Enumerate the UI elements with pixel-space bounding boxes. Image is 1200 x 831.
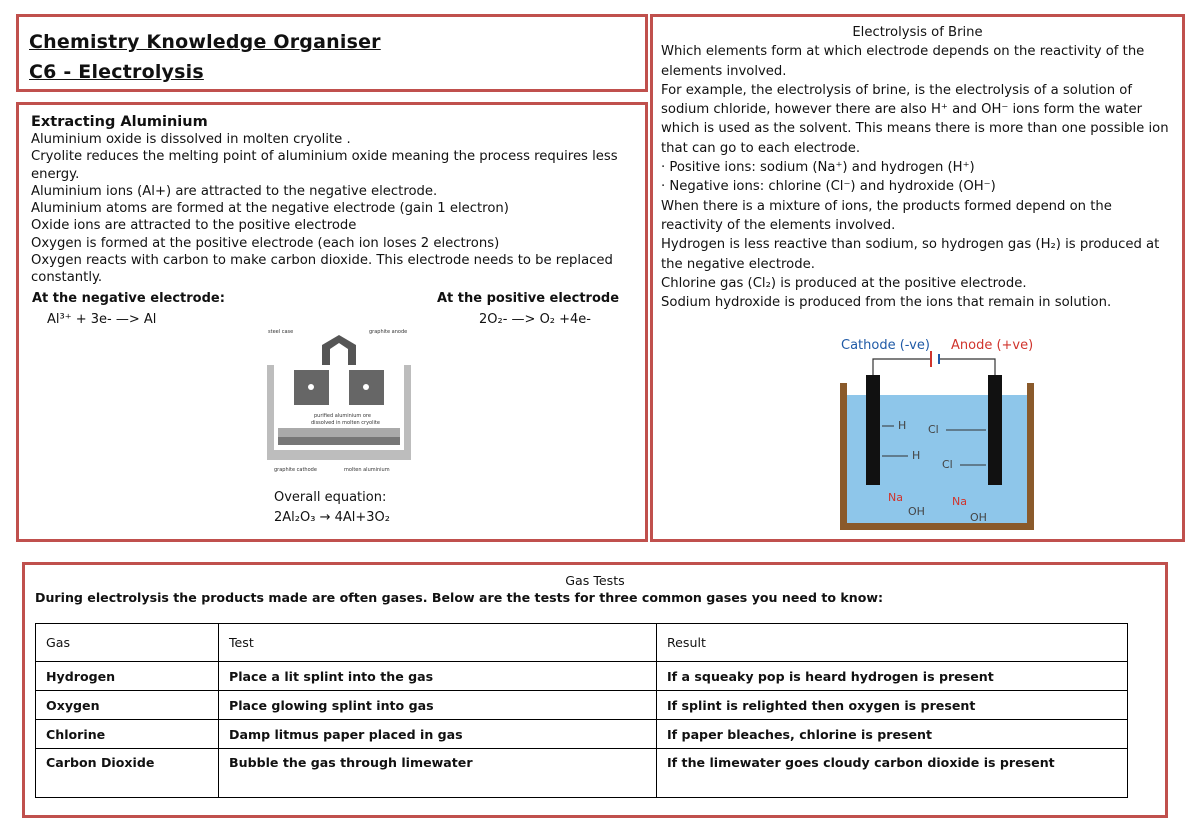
aluminium-line: Oxygen reacts with carbon to make carbon dioxide. This electrode needs to be replaced constantly. bbox=[31, 253, 613, 286]
brine-panel bbox=[650, 14, 1185, 542]
overall-equation: 2Al₂O₃ → 4Al+3O₂ bbox=[274, 510, 390, 525]
ion-cl-2: Cl bbox=[942, 458, 953, 471]
column-header: Gas bbox=[36, 624, 219, 662]
brine-cell-diagram bbox=[836, 333, 1036, 533]
brine-line: · Positive ions: sodium (Na⁺) and hydrogen (H⁺) bbox=[661, 160, 975, 176]
result-cell: If the limewater goes cloudy carbon dioxide is present bbox=[657, 749, 1128, 798]
brine-line: Chlorine gas (Cl₂) is produced at the positive electrode. bbox=[661, 275, 1027, 291]
test-cell: Damp litmus paper placed in gas bbox=[219, 720, 657, 749]
brine-line: When there is a mixture of ions, the products formed depend on the reactivity of the elements involved. bbox=[661, 198, 1112, 233]
column-header: Test bbox=[219, 624, 657, 662]
test-cell: Place a lit splint into the gas bbox=[219, 662, 657, 691]
table-header-row bbox=[36, 624, 1128, 662]
aluminium-line: Aluminium atoms are formed at the negative electrode (gain 1 electron) bbox=[31, 201, 509, 217]
ion-oh-2: OH bbox=[970, 511, 987, 524]
aluminium-panel bbox=[16, 102, 648, 542]
overall-equation-label: Overall equation: bbox=[274, 490, 387, 505]
diagram-label-molten: molten aluminium bbox=[344, 467, 390, 473]
aluminium-line: Cryolite reduces the melting point of aluminium oxide meaning the process requires less energy. bbox=[31, 149, 618, 182]
diagram-label-ore-2: dissolved in molten cryolite bbox=[311, 420, 380, 426]
brine-line: Which elements form at which electrode depends on the reactivity of the elements involved. bbox=[661, 44, 1145, 79]
title-panel bbox=[16, 14, 648, 92]
result-cell: If paper bleaches, chlorine is present bbox=[657, 720, 1128, 749]
brine-line: Hydrogen is less reactive than sodium, so hydrogen gas (H₂) is produced at the negative electrode. bbox=[661, 237, 1160, 272]
gas-cell: Oxygen bbox=[36, 691, 219, 720]
gas-tests-table bbox=[35, 623, 1128, 798]
result-cell: If splint is relighted then oxygen is present bbox=[657, 691, 1128, 720]
anode-label: Anode (+ve) bbox=[951, 338, 1034, 353]
cathode-label: Cathode (-ve) bbox=[841, 338, 930, 353]
gas-cell: Chlorine bbox=[36, 720, 219, 749]
gas-tests-heading: Gas Tests bbox=[565, 573, 625, 588]
table-row bbox=[36, 720, 1128, 749]
diagram-label-cathode: graphite cathode bbox=[274, 467, 317, 473]
diagram-label-ore: purified aluminium ore bbox=[314, 413, 371, 419]
brine-line: For example, the electrolysis of brine, is the electrolysis of a solution of sodium chloride, however there are also H⁺ and OH⁻ ions form the water which is used as the solvent. This means there is more than one possible ion that can go to each electrode. bbox=[661, 82, 1169, 156]
brine-heading: Electrolysis of Brine bbox=[852, 25, 983, 40]
aluminium-heading: Extracting Aluminium bbox=[31, 114, 208, 130]
test-cell: Place glowing splint into gas bbox=[219, 691, 657, 720]
ion-na-1: Na bbox=[888, 491, 903, 504]
positive-electrode-label: At the positive electrode bbox=[437, 291, 620, 306]
aluminium-line: Oxide ions are attracted to the positive electrode bbox=[31, 218, 357, 234]
test-cell: Bubble the gas through limewater bbox=[219, 749, 657, 798]
column-header: Result bbox=[657, 624, 1128, 662]
gas-tests-intro: During electrolysis the products made are often gases. Below are the tests for three common gases you need to know: bbox=[35, 590, 884, 605]
aluminium-line: Aluminium oxide is dissolved in molten cryolite . bbox=[31, 132, 351, 147]
table-row bbox=[36, 691, 1128, 720]
gas-cell: Carbon Dioxide bbox=[36, 749, 219, 798]
table-row bbox=[36, 749, 1128, 798]
ion-oh-1: OH bbox=[908, 505, 925, 518]
brine-line: Sodium hydroxide is produced from the ions that remain in solution. bbox=[661, 295, 1112, 311]
aluminium-line: Aluminium ions (Al+) are attracted to the negative electrode. bbox=[31, 183, 438, 199]
ion-h-1: H bbox=[898, 419, 907, 432]
result-cell: If a squeaky pop is heard hydrogen is present bbox=[657, 662, 1128, 691]
page-title: Chemistry Knowledge Organiser bbox=[29, 31, 381, 53]
diagram-label-anode: graphite anode bbox=[369, 329, 408, 335]
aluminium-line: Oxygen is formed at the positive electrode (each ion loses 2 electrons) bbox=[31, 235, 500, 251]
positive-electrode-equation: 2O₂- —> O₂ +4e- bbox=[479, 312, 591, 327]
ion-cl-1: Cl bbox=[928, 423, 939, 436]
brine-line: · Negative ions: chlorine (Cl⁻) and hydroxide (OH⁻) bbox=[661, 179, 996, 195]
page-subtitle: C6 - Electrolysis bbox=[29, 61, 204, 83]
ion-h-2: H bbox=[912, 449, 921, 462]
table-row bbox=[36, 662, 1128, 691]
gas-cell: Hydrogen bbox=[36, 662, 219, 691]
gas-tests-panel bbox=[22, 562, 1168, 818]
aluminium-cell-diagram bbox=[264, 325, 414, 475]
ion-na-2: Na bbox=[952, 495, 967, 508]
diagram-label-steel: steel case bbox=[268, 329, 294, 335]
negative-electrode-label: At the negative electrode: bbox=[32, 291, 225, 306]
negative-electrode-equation: Al³⁺ + 3e- —> Al bbox=[47, 312, 157, 327]
